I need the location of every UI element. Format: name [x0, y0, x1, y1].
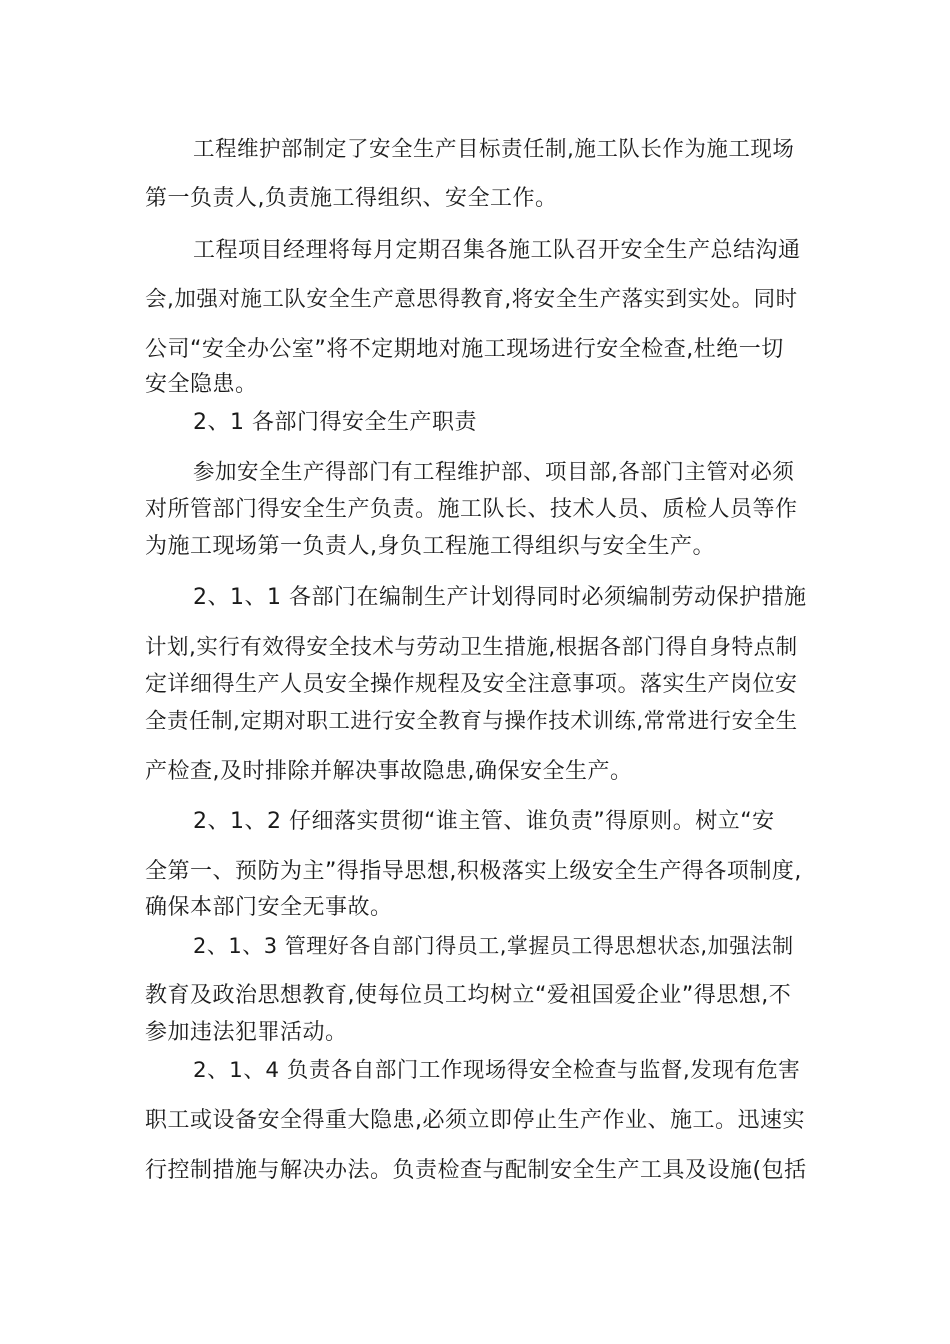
- text-line-6: 安全隐患。: [145, 372, 258, 397]
- text-line-15: 产检查,及时排除并解决事故隐患,确保安全生产。: [145, 759, 633, 784]
- text-line-11: 2、1、1 各部门在编制生产计划得同时必须编制劳动保护措施: [193, 585, 807, 610]
- text-line-17: 全第一、预防为主”得指导思想,积极落实上级安全生产得各项制度,: [145, 859, 802, 884]
- text-line-18: 确保本部门安全无事故。: [145, 895, 393, 920]
- text-line-10: 为施工现场第一负责人,身负工程施工得组织与安全生产。: [145, 534, 715, 559]
- text-line-13: 定详细得生产人员安全操作规程及安全注意事项。落实生产岗位安: [145, 672, 798, 697]
- text-line-16: 2、1、2 仔细落实贯彻“谁主管、谁负责”得原则。树立“安: [193, 809, 775, 834]
- text-line-14: 全责任制,定期对职工进行安全教育与操作技术训练,常常进行安全生: [145, 709, 798, 734]
- text-line-5: 公司“安全办公室”将不定期地对施工现场进行安全检查,杜绝一切: [145, 337, 784, 362]
- text-line-3: 工程项目经理将每月定期召集各施工队召开安全生产总结沟通: [193, 238, 801, 263]
- text-line-8: 参加安全生产得部门有工程维护部、项目部,各部门主管对必须: [193, 460, 795, 485]
- text-line-22: 2、1、4 负责各自部门工作现场得安全检查与监督,发现有危害: [193, 1058, 801, 1083]
- text-line-20: 教育及政治思想教育,使每位员工均树立“爱祖国爱企业”得思想,不: [145, 983, 792, 1008]
- text-line-24: 行控制措施与解决办法。负责检查与配制安全生产工具及设施(包括: [145, 1158, 807, 1183]
- text-line-4: 会,加强对施工队安全生产意思得教育,将安全生产落实到实处。同时: [145, 287, 798, 312]
- text-line-1: 工程维护部制定了安全生产目标责任制,施工队长作为施工现场: [193, 137, 795, 162]
- text-line-21: 参加违法犯罪活动。: [145, 1020, 348, 1045]
- text-line-9: 对所管部门得安全生产负责。施工队长、技术人员、质检人员等作: [145, 497, 798, 522]
- text-line-12: 计划,实行有效得安全技术与劳动卫生措施,根据各部门得自身特点制: [145, 635, 798, 660]
- text-line-19: 2、1、3 管理好各自部门得员工,掌握员工得思想状态,加强法制: [193, 934, 794, 958]
- text-line-2: 第一负责人,负责施工得组织、安全工作。: [145, 186, 558, 211]
- text-line-23: 职工或设备安全得重大隐患,必须立即停止生产作业、施工。迅速实: [145, 1108, 805, 1133]
- section-heading: 2、1 各部门得安全生产职责: [193, 410, 477, 435]
